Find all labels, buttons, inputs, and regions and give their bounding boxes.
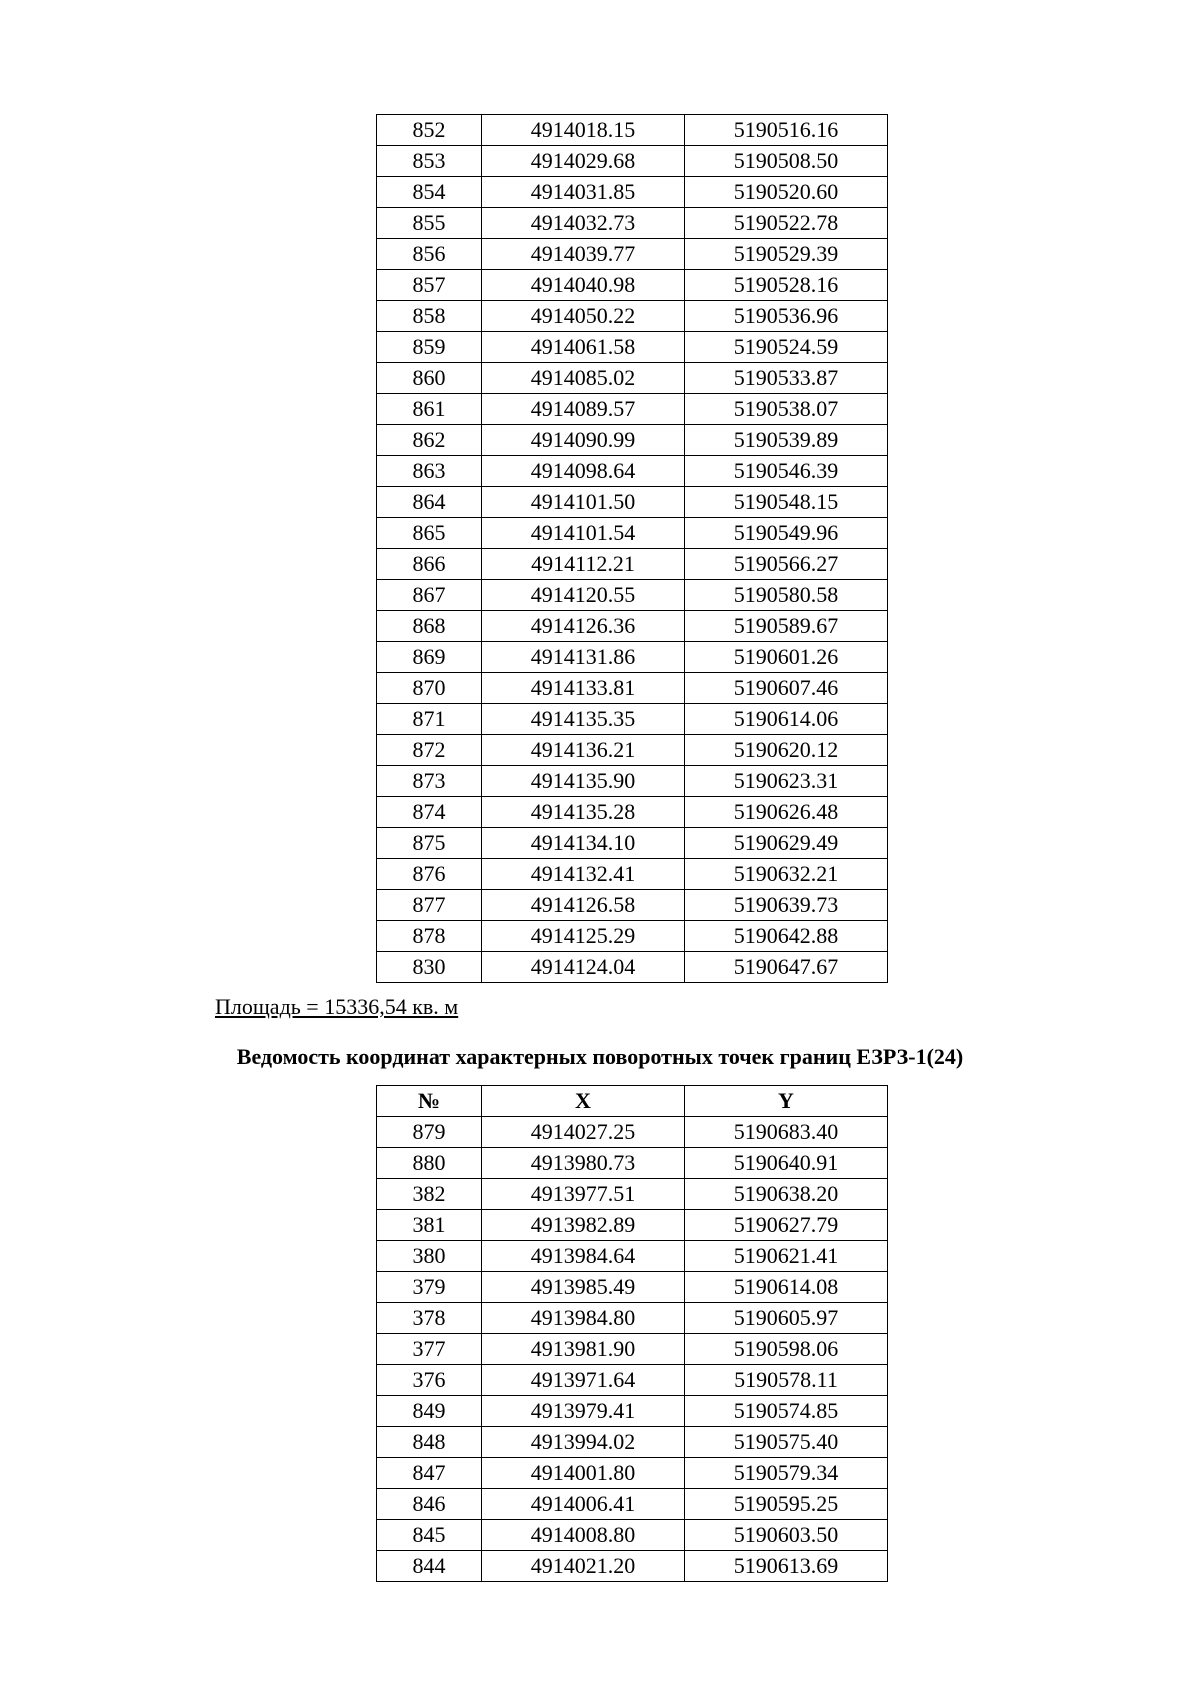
y-coordinate-cell: 5190620.12 [685, 735, 888, 766]
point-number-cell: 866 [377, 549, 482, 580]
x-coordinate-cell: 4914135.90 [482, 766, 685, 797]
point-number-cell: 848 [377, 1427, 482, 1458]
y-coordinate-cell: 5190538.07 [685, 394, 888, 425]
y-coordinate-cell: 5190546.39 [685, 456, 888, 487]
y-coordinate-cell: 5190607.46 [685, 673, 888, 704]
x-coordinate-cell: 4914133.81 [482, 673, 685, 704]
table-row [377, 1117, 888, 1148]
point-number-cell: 870 [377, 673, 482, 704]
y-coordinate-cell: 5190574.85 [685, 1396, 888, 1427]
y-coordinate-cell: 5190548.15 [685, 487, 888, 518]
y-coordinate-cell: 5190626.48 [685, 797, 888, 828]
y-coordinate-cell: 5190539.89 [685, 425, 888, 456]
x-coordinate-cell: 4914061.58 [482, 332, 685, 363]
point-number-cell: 871 [377, 704, 482, 735]
x-coordinate-cell: 4914032.73 [482, 208, 685, 239]
y-coordinate-cell: 5190549.96 [685, 518, 888, 549]
x-coordinate-cell: 4914039.77 [482, 239, 685, 270]
table-row [377, 1458, 888, 1489]
x-coordinate-cell: 4914132.41 [482, 859, 685, 890]
table-row [377, 1148, 888, 1179]
y-coordinate-cell: 5190522.78 [685, 208, 888, 239]
x-coordinate-cell: 4914134.10 [482, 828, 685, 859]
point-number-cell: 845 [377, 1520, 482, 1551]
point-number-cell: 880 [377, 1148, 482, 1179]
table-row [377, 642, 888, 673]
x-coordinate-cell: 4914031.85 [482, 177, 685, 208]
x-coordinate-cell: 4914008.80 [482, 1520, 685, 1551]
y-coordinate-cell: 5190614.06 [685, 704, 888, 735]
table-row [377, 332, 888, 363]
table-row [377, 859, 888, 890]
table-row [377, 394, 888, 425]
x-coordinate-cell: 4913977.51 [482, 1179, 685, 1210]
y-coordinate-cell: 5190529.39 [685, 239, 888, 270]
point-number-cell: 855 [377, 208, 482, 239]
point-number-cell: 873 [377, 766, 482, 797]
table-row [377, 1396, 888, 1427]
table-row [377, 1365, 888, 1396]
y-coordinate-cell: 5190627.79 [685, 1210, 888, 1241]
x-coordinate-cell: 4913971.64 [482, 1365, 685, 1396]
column-header-number: № [377, 1086, 482, 1117]
y-coordinate-cell: 5190536.96 [685, 301, 888, 332]
table-row [377, 890, 888, 921]
point-number-cell: 382 [377, 1179, 482, 1210]
x-coordinate-cell: 4914101.54 [482, 518, 685, 549]
point-number-cell: 854 [377, 177, 482, 208]
y-coordinate-cell: 5190613.69 [685, 1551, 888, 1582]
x-coordinate-cell: 4914124.04 [482, 952, 685, 983]
point-number-cell: 875 [377, 828, 482, 859]
point-number-cell: 860 [377, 363, 482, 394]
point-number-cell: 376 [377, 1365, 482, 1396]
y-coordinate-cell: 5190639.73 [685, 890, 888, 921]
table-row [377, 549, 888, 580]
x-coordinate-cell: 4914120.55 [482, 580, 685, 611]
table-row [377, 921, 888, 952]
x-coordinate-cell: 4913980.73 [482, 1148, 685, 1179]
y-coordinate-cell: 5190566.27 [685, 549, 888, 580]
y-coordinate-cell: 5190642.88 [685, 921, 888, 952]
y-coordinate-cell: 5190508.50 [685, 146, 888, 177]
table-row [377, 1520, 888, 1551]
table-row [377, 146, 888, 177]
table-row [377, 487, 888, 518]
table-row [377, 704, 888, 735]
table-row [377, 1334, 888, 1365]
point-number-cell: 381 [377, 1210, 482, 1241]
point-number-cell: 868 [377, 611, 482, 642]
table-row [377, 1551, 888, 1582]
x-coordinate-cell: 4913984.64 [482, 1241, 685, 1272]
x-coordinate-cell: 4914135.28 [482, 797, 685, 828]
coordinates-table-ezrz [376, 1085, 888, 1582]
point-number-cell: 857 [377, 270, 482, 301]
table-row [377, 177, 888, 208]
y-coordinate-cell: 5190528.16 [685, 270, 888, 301]
y-coordinate-cell: 5190638.20 [685, 1179, 888, 1210]
x-coordinate-cell: 4914126.36 [482, 611, 685, 642]
table-row [377, 766, 888, 797]
y-coordinate-cell: 5190640.91 [685, 1148, 888, 1179]
table-row [377, 1303, 888, 1334]
point-number-cell: 865 [377, 518, 482, 549]
table-row [377, 239, 888, 270]
point-number-cell: 858 [377, 301, 482, 332]
y-coordinate-cell: 5190598.06 [685, 1334, 888, 1365]
table-header-row [377, 1086, 888, 1117]
y-coordinate-cell: 5190589.67 [685, 611, 888, 642]
x-coordinate-cell: 4913979.41 [482, 1396, 685, 1427]
point-number-cell: 879 [377, 1117, 482, 1148]
y-coordinate-cell: 5190614.08 [685, 1272, 888, 1303]
x-coordinate-cell: 4914131.86 [482, 642, 685, 673]
x-coordinate-cell: 4914112.21 [482, 549, 685, 580]
y-coordinate-cell: 5190516.16 [685, 115, 888, 146]
coordinates-table-body [377, 115, 888, 983]
x-coordinate-cell: 4913994.02 [482, 1427, 685, 1458]
point-number-cell: 830 [377, 952, 482, 983]
x-coordinate-cell: 4914027.25 [482, 1117, 685, 1148]
x-coordinate-cell: 4913981.90 [482, 1334, 685, 1365]
x-coordinate-cell: 4914006.41 [482, 1489, 685, 1520]
table-row [377, 735, 888, 766]
point-number-cell: 852 [377, 115, 482, 146]
table-row [377, 797, 888, 828]
table-row [377, 208, 888, 239]
y-coordinate-cell: 5190524.59 [685, 332, 888, 363]
x-coordinate-cell: 4914029.68 [482, 146, 685, 177]
y-coordinate-cell: 5190621.41 [685, 1241, 888, 1272]
x-coordinate-cell: 4914001.80 [482, 1458, 685, 1489]
table-row [377, 363, 888, 394]
table-row [377, 115, 888, 146]
table-row [377, 1427, 888, 1458]
point-number-cell: 869 [377, 642, 482, 673]
coordinates-table-continued [376, 114, 888, 983]
x-coordinate-cell: 4914098.64 [482, 456, 685, 487]
table-row [377, 1489, 888, 1520]
point-number-cell: 867 [377, 580, 482, 611]
x-coordinate-cell: 4914090.99 [482, 425, 685, 456]
x-coordinate-cell: 4914089.57 [482, 394, 685, 425]
point-number-cell: 863 [377, 456, 482, 487]
point-number-cell: 864 [377, 487, 482, 518]
y-coordinate-cell: 5190605.97 [685, 1303, 888, 1334]
x-coordinate-cell: 4914135.35 [482, 704, 685, 735]
table-row [377, 425, 888, 456]
point-number-cell: 379 [377, 1272, 482, 1303]
table-row [377, 1241, 888, 1272]
table-row [377, 580, 888, 611]
point-number-cell: 859 [377, 332, 482, 363]
point-number-cell: 872 [377, 735, 482, 766]
point-number-cell: 380 [377, 1241, 482, 1272]
point-number-cell: 862 [377, 425, 482, 456]
point-number-cell: 377 [377, 1334, 482, 1365]
table-row [377, 301, 888, 332]
x-coordinate-cell: 4914136.21 [482, 735, 685, 766]
y-coordinate-cell: 5190647.67 [685, 952, 888, 983]
column-header-y: Y [685, 1086, 888, 1117]
table-row [377, 673, 888, 704]
table-row [377, 828, 888, 859]
table-row [377, 1179, 888, 1210]
x-coordinate-cell: 4914125.29 [482, 921, 685, 952]
table-row [377, 952, 888, 983]
point-number-cell: 874 [377, 797, 482, 828]
y-coordinate-cell: 5190629.49 [685, 828, 888, 859]
x-coordinate-cell: 4914040.98 [482, 270, 685, 301]
x-coordinate-cell: 4913982.89 [482, 1210, 685, 1241]
x-coordinate-cell: 4914021.20 [482, 1551, 685, 1582]
point-number-cell: 878 [377, 921, 482, 952]
x-coordinate-cell: 4913984.80 [482, 1303, 685, 1334]
column-header-x: X [482, 1086, 685, 1117]
area-total: Площадь = 15336,54 кв. м [215, 994, 459, 1019]
coordinates-table-body [377, 1117, 888, 1582]
table-row [377, 456, 888, 487]
x-coordinate-cell: 4914085.02 [482, 363, 685, 394]
table-row [377, 1272, 888, 1303]
table-row [377, 611, 888, 642]
y-coordinate-cell: 5190603.50 [685, 1520, 888, 1551]
x-coordinate-cell: 4914126.58 [482, 890, 685, 921]
point-number-cell: 856 [377, 239, 482, 270]
y-coordinate-cell: 5190533.87 [685, 363, 888, 394]
point-number-cell: 378 [377, 1303, 482, 1334]
section-heading: Ведомость координат характерных поворотных точек границ ЕЗРЗ-1(24) [236, 1044, 964, 1069]
y-coordinate-cell: 5190601.26 [685, 642, 888, 673]
point-number-cell: 861 [377, 394, 482, 425]
y-coordinate-cell: 5190595.25 [685, 1489, 888, 1520]
table-row [377, 1210, 888, 1241]
x-coordinate-cell: 4914101.50 [482, 487, 685, 518]
x-coordinate-cell: 4914018.15 [482, 115, 685, 146]
point-number-cell: 846 [377, 1489, 482, 1520]
y-coordinate-cell: 5190580.58 [685, 580, 888, 611]
table-row [377, 518, 888, 549]
point-number-cell: 877 [377, 890, 482, 921]
y-coordinate-cell: 5190579.34 [685, 1458, 888, 1489]
y-coordinate-cell: 5190632.21 [685, 859, 888, 890]
x-coordinate-cell: 4914050.22 [482, 301, 685, 332]
point-number-cell: 849 [377, 1396, 482, 1427]
point-number-cell: 844 [377, 1551, 482, 1582]
y-coordinate-cell: 5190520.60 [685, 177, 888, 208]
table-header [377, 1086, 888, 1117]
y-coordinate-cell: 5190578.11 [685, 1365, 888, 1396]
y-coordinate-cell: 5190683.40 [685, 1117, 888, 1148]
point-number-cell: 876 [377, 859, 482, 890]
y-coordinate-cell: 5190575.40 [685, 1427, 888, 1458]
y-coordinate-cell: 5190623.31 [685, 766, 888, 797]
point-number-cell: 847 [377, 1458, 482, 1489]
point-number-cell: 853 [377, 146, 482, 177]
x-coordinate-cell: 4913985.49 [482, 1272, 685, 1303]
table-row [377, 270, 888, 301]
